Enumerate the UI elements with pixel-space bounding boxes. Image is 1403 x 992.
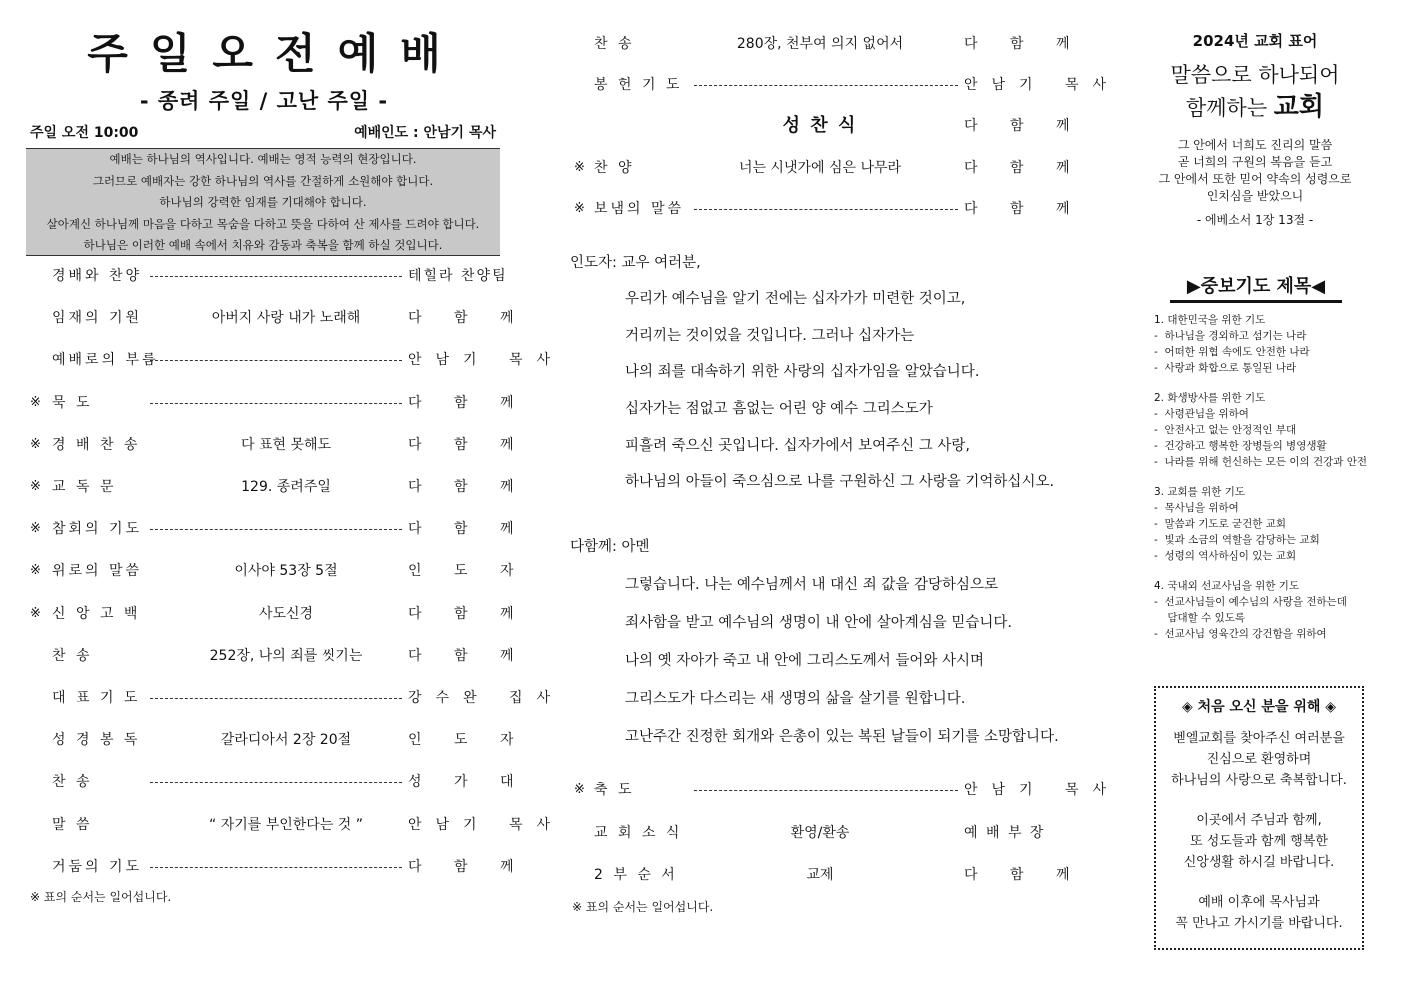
standing-note: ※ 표의 순서는 일어섭니다. [30,890,172,904]
order-row [26,686,565,710]
intro-line: 그러므로 예배자는 강한 하나님의 역사를 간절하게 소원해야 합니다. [92,173,434,188]
page-subtitle: - 종려 주일 / 고난 주일 - [139,89,389,113]
verse-reference: - 에베소서 1장 13절 - [1196,213,1314,227]
intro-line: 살아계신 하나님께 마음을 다하고 목숨을 다하고 뜻을 다하여 산 제사를 드려야 합니다. [46,216,480,231]
order-content: 이사야 53장 5절 [234,563,338,580]
order-row [570,32,1084,56]
standing-mark: ※ [30,521,41,537]
order-label: 대 표 기 도 [52,690,141,706]
dotted-leader [150,867,402,869]
motto-line-1: 말씀으로 하나되어 [1170,63,1340,87]
worship-leader: 예배인도 : 안남기 목사 [354,125,496,141]
order-row [26,855,528,879]
order-content: 너는 시냇가에 심은 나무라 [738,159,902,176]
congregation-line: 그렇습니다. 나는 예수님께서 내 대신 죄 값을 감당하심으로 [625,577,999,593]
congregation-line: 고난주간 진정한 회개와 은총이 있는 복된 날들이 되기를 소망합니다. [625,729,1059,745]
order-row [26,306,528,330]
order-row [570,863,1084,887]
prayer-group [1154,578,1370,642]
welcome-line: 하나님의 사랑으로 축복합니다. [1171,773,1347,788]
order-content: “ 자기를 부인한다는 것 ” [208,816,364,833]
prayer-list [1154,312,1370,656]
motto-verse [1140,137,1370,205]
order-row [26,433,528,457]
standing-mark: ※ [30,479,41,494]
dotted-leader [694,85,958,87]
order-person: 예 배 부 장 [964,824,1046,841]
order-content: 갈라디아서 2장 20절 [220,732,352,749]
order-person: 안남기 목사 [408,352,565,369]
dotted-leader [150,360,402,362]
prayer-item: - 목사님을 위하여 [1154,502,1239,514]
welcome-line: 또 성도들과 함께 행복한 [1190,834,1328,849]
welcome-line: 진심으로 환영하며 [1206,752,1312,767]
congregation-line: 죄사함을 받고 예수님의 생명이 내 안에 살아계심을 믿습니다. [625,615,1013,631]
standing-mark: ※ [30,394,41,410]
prayer-group [1154,484,1370,564]
order-row [570,197,1084,221]
order-row [570,73,1121,97]
verse-line: 인치심을 받았으니 [1206,189,1304,203]
order-person: 인 도 자 [408,732,528,749]
order-row [26,517,528,541]
leader-line: 나의 죄를 대속하기 위한 사랑의 십자가임을 알았습니다. [625,364,980,380]
standing-mark: ※ [574,200,585,216]
prayer-item: - 선교사님들이 예수님의 사랑을 전하는데 [1154,596,1347,608]
order-content: 교제 [806,867,834,883]
order-label: 말 씀 [52,816,93,833]
welcome-line: 꼭 만나고 가시기를 바랍니다. [1175,916,1343,931]
welcome-line: 예배 이후에 목사님과 [1198,895,1320,910]
verse-line: 곧 너희의 구원의 복음을 듣고 [1177,155,1333,169]
order-row [570,778,1121,802]
order-person: 다 함 께 [408,605,528,622]
welcome-paragraph-3 [1156,892,1362,934]
welcome-title: ◈ 처음 오신 분을 위해 ◈ [1181,699,1337,715]
order-row [26,264,508,288]
order-label: 신 앙 고 백 [52,605,141,622]
order-label: 교 독 문 [52,479,117,495]
order-person: 다 함 께 [408,310,528,327]
leader-line: 하나님의 아들이 죽으심으로 나를 구원하신 그 사랑을 기억하십시오. [625,474,1055,490]
order-label: 경배와 찬양 [52,268,143,284]
order-person: 다 함 께 [964,36,1084,52]
order-content: 성 찬 식 [782,115,858,137]
dotted-leader [150,276,402,278]
motto-line-2 [1140,90,1370,125]
order-person: 다 함 께 [408,858,528,875]
order-content: 다 표현 못해도 [240,436,332,453]
leader-line: 거리끼는 것이었을 것입니다. 그러나 십자가는 [625,328,915,344]
intro-line: 예배는 하나님의 역사입니다. 예배는 영적 능력의 현장입니다. [109,152,417,166]
leader-line: 피흘려 죽으신 곳입니다. 십자가에서 보여주신 그 사랑, [625,438,971,454]
order-content: 252장, 나의 죄를 씻기는 [209,647,363,664]
order-label: 묵 도 [52,394,93,411]
order-content: 129. 종려주일 [241,479,331,495]
order-person: 테힐라 찬양팀 [408,268,508,284]
welcome-line: 이곳에서 주님과 함께, [1196,813,1322,828]
motto-year: 2024년 교회 표어 [1192,32,1318,50]
prayer-group-title: 1. 대한민국을 위한 기도 [1154,314,1266,326]
dotted-leader [150,782,402,784]
order-person: 다 함 께 [408,436,528,453]
standing-mark: ※ [574,782,585,797]
motto-line-2-prefix: 함께하는 [1185,96,1274,120]
order-person: 강수완 집사 [408,690,565,706]
order-row [570,156,1084,180]
order-label: 예배로의 부름 [52,352,159,369]
prayer-group-title: 2. 화생방사를 위한 기도 [1154,392,1266,404]
order-label: 축 도 [594,782,635,798]
service-time: 주일 오전 10:00 [30,125,139,141]
order-person: 다 함 께 [408,647,528,664]
order-label: 위로의 말씀 [52,563,143,580]
order-person: 안남기 목사 [964,782,1121,798]
prayer-item: - 성령의 역사하심이 있는 교회 [1154,550,1297,562]
order-person: 안남기 목사 [408,816,565,833]
welcome-paragraph-1 [1156,728,1362,791]
welcome-paragraph-2 [1156,810,1362,873]
order-content: 환영/환송 [790,824,850,841]
prayer-item: - 사령관님을 위하여 [1154,408,1249,420]
verse-line: 그 안에서 너희도 진리의 말씀 [1177,138,1333,152]
order-person: 다 함 께 [408,521,528,538]
prayer-group [1154,312,1370,376]
congregation-line: 나의 옛 자아가 죽고 내 안에 그리스도께서 들어와 사시며 [625,653,985,669]
intro-line: 하나님은 이러한 예배 속에서 치유와 감동과 축복을 함께 하실 것입니다. [83,238,443,252]
intro-line: 하나님의 강력한 임재를 기대해야 합니다. [159,195,367,209]
order-person: 다 함 께 [964,200,1084,217]
welcome-line: 벧엘교회를 찾아주신 여러분을 [1173,731,1345,746]
order-label: 봉 헌 기 도 [594,77,683,94]
standing-note: ※ 표의 순서는 일어섭니다. [572,900,714,914]
order-content: 280장, 천부여 의지 없어서 [736,36,904,52]
service-info [26,122,502,144]
order-person: 다 함 께 [964,159,1084,176]
order-content: 사도신경 [258,605,314,622]
order-row [26,391,528,415]
order-person: 다 함 께 [408,394,528,411]
leader-prefix: 인도자: 교우 여러분, [570,255,701,271]
prayer-item: - 안전사고 없는 안정적인 부대 [1154,424,1297,436]
order-label: 찬 송 [52,774,93,791]
order-row [26,644,528,668]
prayer-item: - 선교사님 영육간의 강건함을 위하여 [1154,628,1327,640]
prayer-item: - 건강하고 행복한 장병들의 병영생활 [1154,440,1327,452]
order-label: 찬 송 [594,36,635,52]
intro-box [26,148,500,256]
order-label: 교 회 소 식 [594,824,683,841]
order-row [26,728,528,752]
prayer-item: 담대할 수 있도록 [1154,612,1246,624]
standing-mark: ※ [574,159,585,175]
order-label: 임재의 기원 [52,310,143,327]
order-row [26,475,528,499]
congregation-line: 그리스도가 다스리는 새 생명의 삶을 살기를 원합니다. [625,691,966,707]
leader-line: 우리가 예수님을 알기 전에는 십자가가 미련한 것이고, [625,291,966,307]
order-label: 찬 송 [52,647,93,664]
dotted-leader [694,209,958,211]
prayer-item: - 어떠한 위협 속에도 안전한 나라 [1154,346,1310,358]
prayer-group-title: 4. 국내외 선교사님을 위한 기도 [1154,580,1300,592]
order-label: 거둠의 기도 [52,858,143,875]
order-label: 보냄의 말씀 [594,200,685,217]
order-row [26,559,528,583]
standing-mark: ※ [30,563,41,579]
order-row [26,348,565,372]
dotted-leader [150,698,402,700]
congregation-prefix: 다함께: 아멘 [570,539,650,555]
prayer-item: - 하나님을 경외하고 섬기는 나라 [1154,330,1307,342]
welcome-line: 신앙생활 하시길 바랍니다. [1183,855,1335,870]
prayer-item: - 나라를 위해 헌신하는 모든 이의 건강과 안전 [1154,456,1368,468]
order-person: 다 함 께 [964,867,1084,883]
order-row [570,114,1084,138]
prayer-title: ▶중보기도 제목◀ [1170,274,1342,303]
prayer-group-title: 3. 교회를 위한 기도 [1154,486,1246,498]
motto-line-2-emphasis: 교회 [1273,92,1325,122]
dotted-leader [694,790,958,792]
leader-line: 십자가는 점없고 흠없는 어린 양 예수 그리스도가 [625,401,933,417]
order-label: 찬 양 [594,159,635,176]
order-person: 다 함 께 [408,479,528,495]
dotted-leader [150,403,402,405]
order-row [26,602,528,626]
order-row [26,770,528,794]
order-row [570,821,1062,845]
order-person: 인 도 자 [408,563,528,580]
order-row [26,813,565,837]
prayer-item: - 말씀과 기도로 굳건한 교회 [1154,518,1287,530]
verse-line: 그 안에서 또한 믿어 약속의 성령으로 [1158,172,1352,186]
prayer-item: - 사랑과 화합으로 통일된 나라 [1154,362,1297,374]
order-person: 안남기 목사 [964,77,1121,94]
prayer-group [1154,390,1370,470]
order-label: 참회의 기도 [52,521,143,538]
order-label: 성 경 봉 독 [52,732,141,749]
order-person: 성 가 대 [408,774,528,791]
standing-mark: ※ [30,436,41,452]
standing-mark: ※ [30,605,41,621]
order-content: 아버지 사랑 내가 노래해 [211,310,361,327]
welcome-box [1154,686,1364,950]
prayer-item: - 빛과 소금의 역할을 감당하는 교회 [1154,534,1320,546]
order-label: 2 부 순 서 [594,867,678,883]
order-person: 다 함 께 [964,118,1084,135]
page-title: 주일오전예배 [87,29,463,78]
order-label: 경 배 찬 송 [52,436,141,453]
dotted-leader [150,529,402,531]
